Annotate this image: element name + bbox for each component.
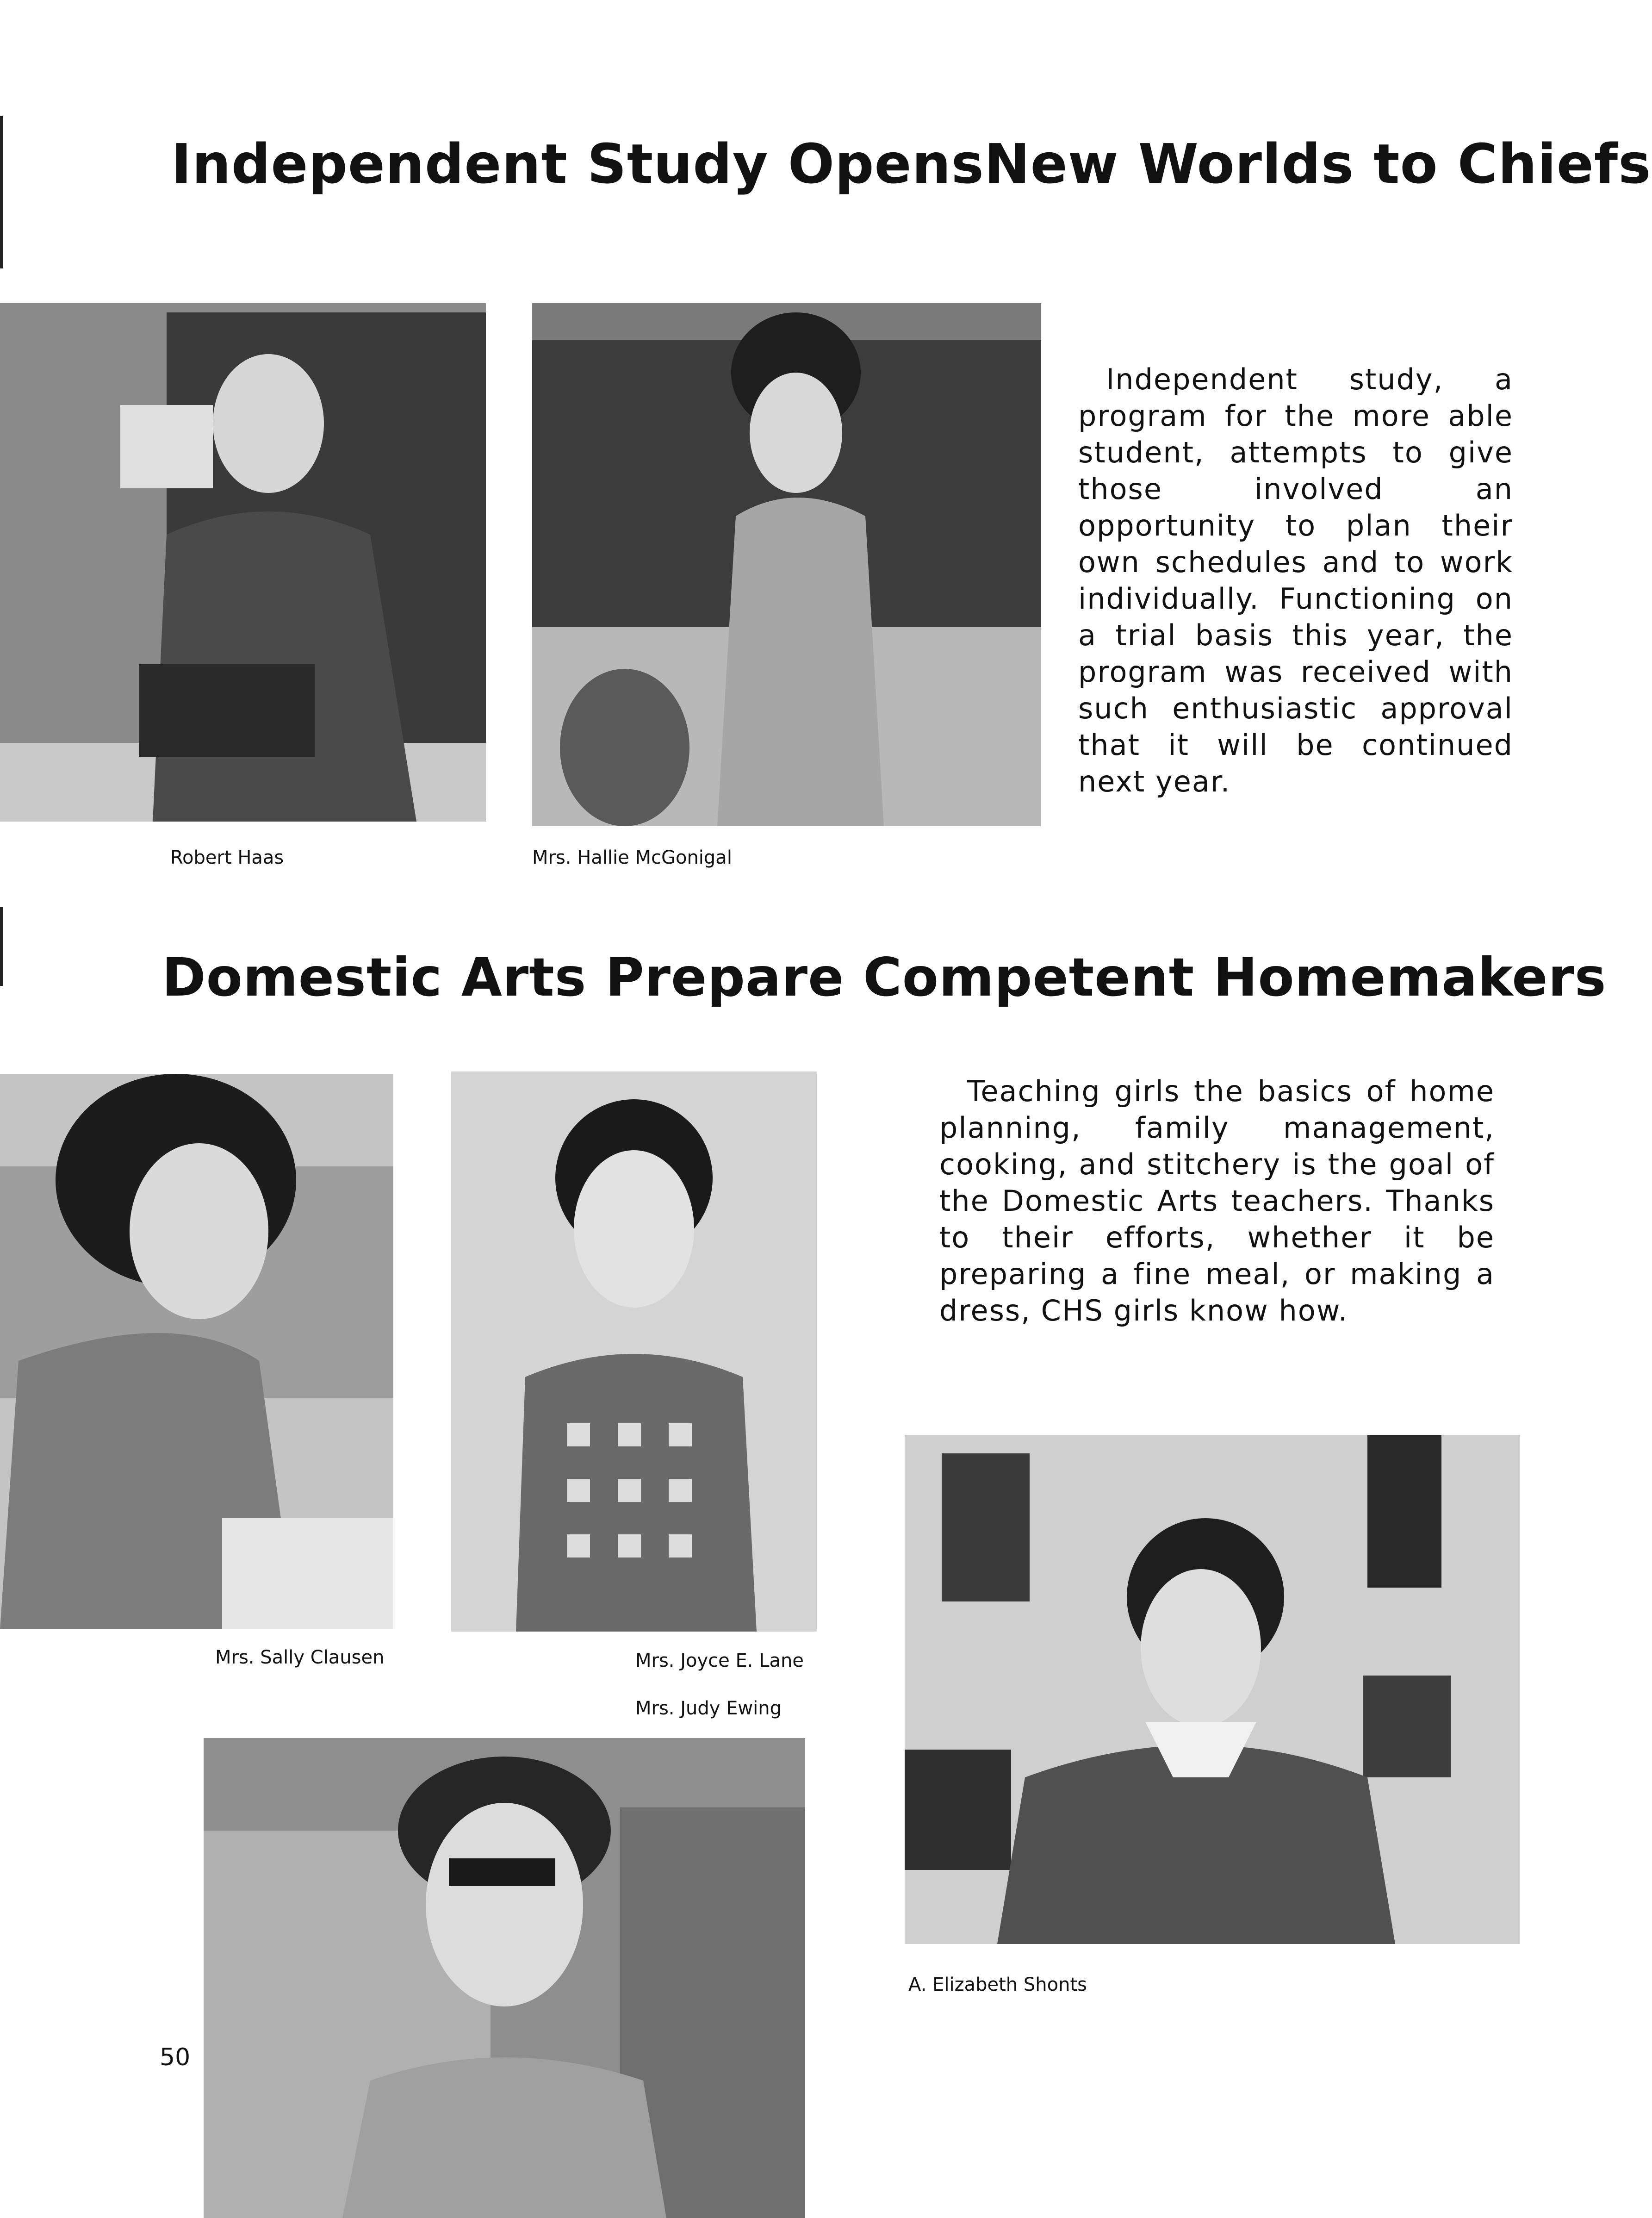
caption-sally-clausen: Mrs. Sally Clausen — [215, 1647, 385, 1668]
section-heading-independent-study: Independent Study OpensNew Worlds to Chiefs — [171, 132, 1652, 196]
page-number: 50 — [160, 2044, 191, 2071]
section-body-independent-study: Independent study, a program for the more able student, attempts to give those involved an opportunity to plan their own schedules and to work individually. Functioning on a trial basis this year, the program was received with such enthusiastic approval that it will be continued next year. — [1078, 362, 1513, 798]
left-edge-rule — [0, 116, 3, 268]
photo-elizabeth-shonts — [905, 1435, 1520, 1944]
caption-robert-haas: Robert Haas — [170, 847, 284, 868]
photo-sally-clausen — [0, 1074, 393, 1629]
photo-robert-haas — [0, 303, 486, 822]
section-heading-domestic-arts: Domestic Arts Prepare Competent Homemakers — [162, 947, 1607, 1008]
photo-judy-ewing — [204, 1738, 805, 2218]
left-edge-rule — [0, 907, 3, 986]
caption-elizabeth-shonts: A. Elizabeth Shonts — [908, 1974, 1087, 1995]
caption-joyce-lane: Mrs. Joyce E. Lane — [635, 1650, 804, 1671]
caption-judy-ewing: Mrs. Judy Ewing — [635, 1698, 782, 1719]
caption-hallie-mcgonigal: Mrs. Hallie McGonigal — [532, 847, 732, 868]
photo-joyce-lane — [451, 1072, 817, 1632]
section-body-domestic-arts: Teaching girls the basics of home planning, family management, cooking, and stitchery is the goal of the Domestic Arts teachers. Thanks to their efforts, whether it be preparing a fine meal, or making a dress, CHS girls know how. — [939, 1074, 1495, 1327]
photo-hallie-mcgonigal — [532, 303, 1041, 826]
